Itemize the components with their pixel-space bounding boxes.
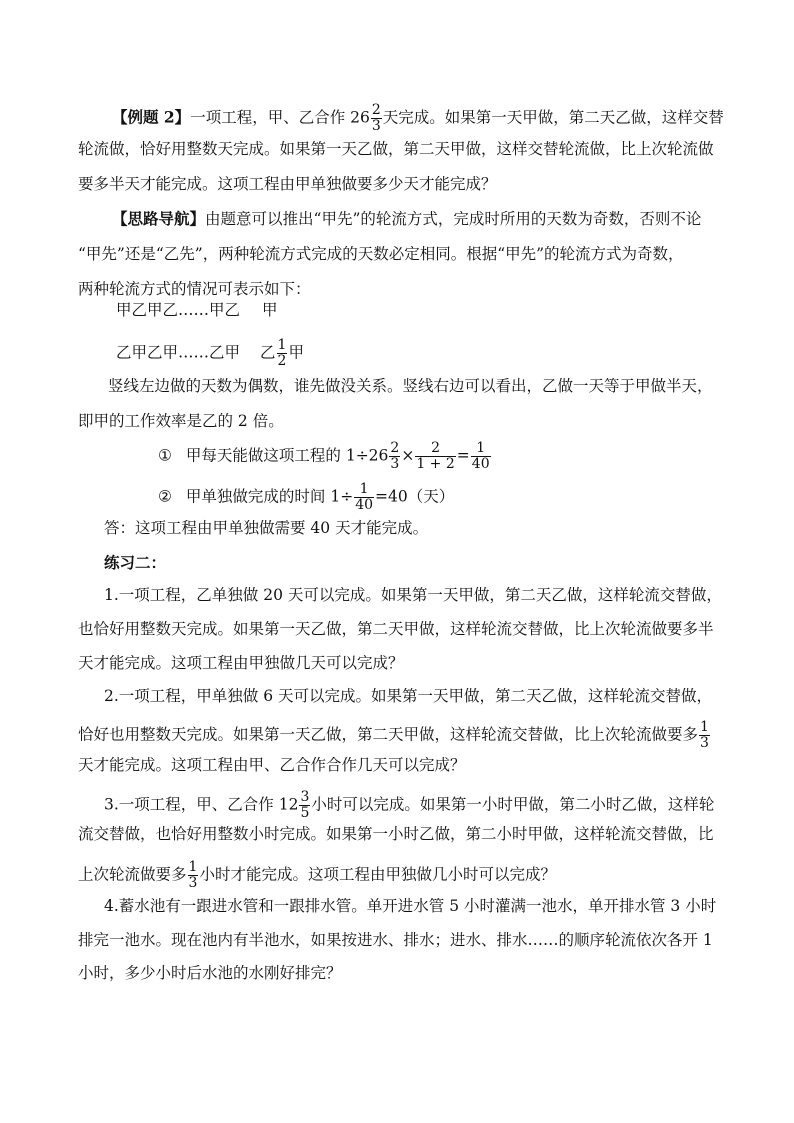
guide-tag: 【思路导航】: [112, 209, 206, 228]
pattern-line-1: [116, 300, 278, 320]
step-1-fraction-3: [471, 441, 491, 472]
q3-text-3b: 小时才能完成。这项工程由甲独做几小时可以完成？: [199, 865, 556, 884]
step-2-fraction: [354, 482, 374, 513]
step-2-text: 甲单独做完成的时间 1÷: [185, 487, 354, 506]
fraction-numerator: 1: [700, 719, 709, 735]
step-1-fraction-1: [389, 441, 400, 472]
fraction-numerator: 1: [354, 482, 374, 498]
q3-text-3a: 上次轮流做要多: [78, 865, 187, 884]
fraction-denominator: 3: [700, 735, 709, 751]
step-2-result: =40（天）: [375, 487, 455, 506]
fraction-denominator: 3: [188, 875, 198, 891]
example-line-3: 要多半天才能完成。这项工程由甲单独做要多少天才能完成？: [78, 175, 497, 193]
q4-line-2: 排完一池水。现在池内有半池水，如果按进水、排水；进水、排水……的顺序轮流依次各开 1: [78, 931, 713, 949]
q3-line-3: [78, 860, 556, 891]
explain-line-2: 即甲的工作效率是乙的 2 倍。: [78, 412, 284, 430]
fraction-denominator: 40: [471, 456, 490, 472]
fraction-denominator: 3: [371, 118, 381, 134]
fraction-denominator: 3: [390, 456, 400, 472]
step-2: [158, 482, 454, 513]
guide-text-1: 由题意可以推出“甲先”的轮流方式，完成时所用的天数为奇数，否则不论: [205, 210, 702, 228]
fraction-numerator: 1: [188, 859, 198, 875]
fraction-numerator: 2: [415, 441, 455, 457]
explain-line-1: 竖线左边做的天数为偶数，谁先做没关系。竖线右边可以看出，乙做一天等于甲做半天，: [108, 377, 713, 395]
q3-fraction: [299, 790, 310, 821]
fraction-numerator: 2: [371, 102, 381, 118]
q2-fraction: [699, 720, 710, 751]
q3-text-1a: 3.一项工程，甲、乙合作 12: [104, 795, 299, 814]
fraction-numerator: 1: [471, 441, 491, 457]
guide-line-3: 两种轮流方式的情况可表示如下：: [78, 280, 311, 298]
fraction-numerator: 1: [277, 337, 287, 353]
q1-line-1: 1.一项工程，乙单独做 20 天可以完成。如果第一天甲做，第二天乙做，这样轮流交替做，: [104, 586, 722, 604]
q3-line-2: 流交替做，也恰好用整数小时完成。如果第一小时乙做，第二小时甲做，这样轮流交替做，比: [78, 825, 714, 843]
fraction-denominator: 2: [277, 353, 287, 369]
q3-fraction-2: [188, 860, 199, 891]
step-1-eq: =: [456, 446, 470, 465]
pattern-line-2: [116, 338, 304, 369]
example-line-2: 轮流做，恰好用整数天完成。如果第一天乙做，第二天甲做，这样交替轮流做，比上次轮流做: [78, 140, 714, 158]
q4-line-1: 4.蓄水池有一跟进水管和一跟排水管。单开进水管 5 小时灌满一池水，单开排水管 3 小时: [104, 897, 717, 915]
q2-line-2: [78, 720, 711, 751]
q4-line-3: 小时，多少小时后水池的水刚好排完？: [78, 964, 342, 982]
fraction-numerator: 3: [300, 789, 310, 805]
pattern-2-fraction: [277, 338, 288, 369]
answer-line: 答：这项工程由甲单独做需要 40 天才能完成。: [104, 519, 429, 537]
pattern-2-right-a: 乙: [260, 343, 276, 362]
pattern-2-left: 乙甲乙甲……乙甲: [116, 343, 241, 362]
pattern-1-left: 甲乙甲乙……甲乙: [116, 301, 241, 319]
step-1-marker: ①: [158, 446, 172, 465]
guide-line-2: “甲先”还是“乙先”，两种轮流方式完成的天数必定相同。根据“甲先”的轮流方式为奇数，: [78, 245, 684, 263]
example-text-1b: 天完成。如果第一天甲做，第二天乙做，这样交替: [382, 108, 724, 127]
q2-line-1: 2.一项工程，甲单独做 6 天可以完成。如果第一天甲做，第二天乙做，这样轮流交替做，: [104, 687, 713, 705]
guide-line-1: [112, 209, 701, 229]
step-1: [158, 441, 492, 472]
step-1-text: 甲每天能做这项工程的 1÷26: [185, 446, 389, 465]
example-text-1a: 一项工程，甲、乙合作 26: [190, 108, 370, 127]
step-2-marker: ②: [158, 487, 172, 506]
q1-line-3: 天才能完成。这项工程由甲独做几天可以完成？: [78, 654, 404, 672]
fraction-denominator: 40: [355, 497, 374, 513]
pattern-2-right-b: 甲: [288, 343, 304, 362]
step-1-fraction-2: [415, 441, 455, 472]
example-line-1: [112, 103, 724, 134]
q2-text-2: 恰好也用整数天完成。如果第一天乙做，第二天甲做，这样轮流交替做，比上次轮流做要多: [78, 725, 699, 744]
q3-line-1: [104, 790, 714, 821]
q2-line-3: 天才能完成。这项工程由甲、乙合作合作几天可以完成？: [78, 756, 466, 774]
pattern-1-right: 甲: [262, 301, 278, 319]
example-fraction: [371, 103, 382, 134]
exercise-title: 练习二：: [104, 553, 167, 572]
fraction-denominator: 5: [300, 805, 310, 821]
fraction-numerator: 2: [390, 440, 400, 456]
example-tag: 【例题 2】: [112, 107, 191, 127]
step-1-times: ×: [401, 446, 415, 465]
q1-line-2: 也恰好用整数天完成。如果第一天乙做，第二天甲做，这样轮流交替做，比上次轮流做要多半: [78, 620, 714, 638]
fraction-denominator: 1 + 2: [416, 456, 455, 472]
q3-text-1b: 小时可以完成。如果第一小时甲做，第二小时乙做，这样轮: [311, 795, 715, 814]
